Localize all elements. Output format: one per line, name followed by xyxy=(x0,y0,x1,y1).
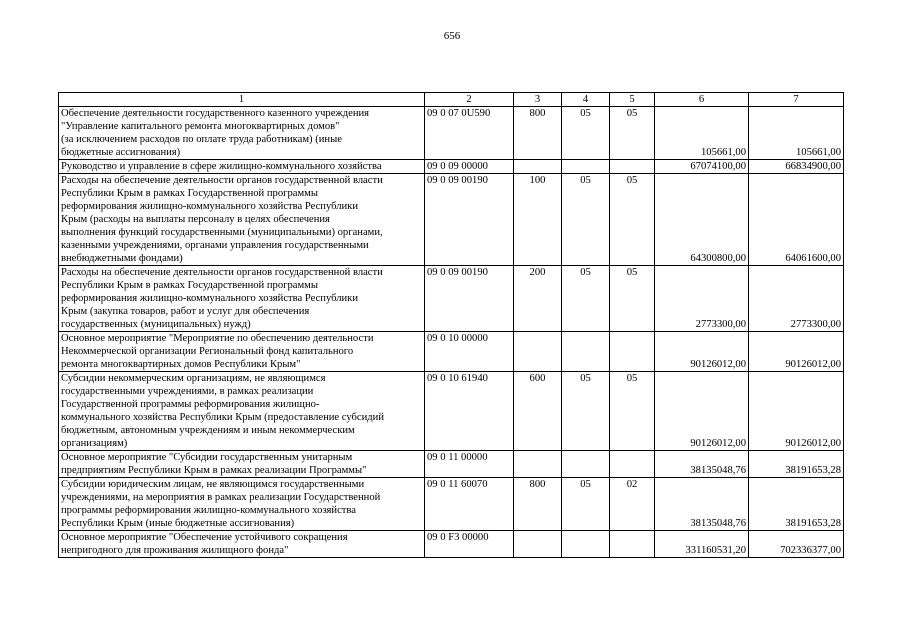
amount-year2-cell: 90126012,00 xyxy=(749,372,844,451)
expenditure-name-cell: Субсидии некоммерческим организациям, не являющимся государственными учреждениями, в рамках реализации Государственной программы реформирования жилищно- коммунального хозяйства Республики Крым (предоставление субсидий бюджетным, автономным учреждениям и иным некоммерческим организациям) xyxy=(59,372,425,451)
amount-year2-cell: 38191653,28 xyxy=(749,451,844,478)
expenditure-name-cell: Субсидии юридическим лицам, не являющимся государственными учреждениями, на мероприятия в рамках реализации Государственной программы реформирования жилищно-коммунального хозяйства Республики Крым (иные бюджетные ассигнования) xyxy=(59,478,425,531)
expense-type-cell: 800 xyxy=(514,107,562,160)
header-cell: 6 xyxy=(655,93,749,107)
amount-year1-cell: 331160531,20 xyxy=(655,531,749,558)
target-article-code-cell: 09 0 11 00000 xyxy=(425,451,514,478)
subsection-cell: 05 xyxy=(610,266,655,332)
amount-year1-cell: 38135048,76 xyxy=(655,451,749,478)
table-row xyxy=(59,372,844,451)
table-row xyxy=(59,160,844,174)
target-article-code-cell: 09 0 09 00190 xyxy=(425,174,514,266)
expense-type-cell: 600 xyxy=(514,372,562,451)
header-cell: 3 xyxy=(514,93,562,107)
section-cell xyxy=(562,451,610,478)
header-cell: 2 xyxy=(425,93,514,107)
expenditure-name-cell: Руководство и управление в сфере жилищно-коммунального хозяйства xyxy=(59,160,425,174)
section-cell xyxy=(562,160,610,174)
table-row xyxy=(59,107,844,160)
page-number: 656 xyxy=(443,30,461,42)
amount-year1-cell: 67074100,00 xyxy=(655,160,749,174)
expense-type-cell xyxy=(514,160,562,174)
section-cell: 05 xyxy=(562,478,610,531)
amount-year2-cell: 105661,00 xyxy=(749,107,844,160)
expenditure-name-cell: Расходы на обеспечение деятельности органов государственной власти Республики Крым в рамках Государственной программы реформирования жилищно-коммунального хозяйства Республики Крым (расходы на выплаты персоналу в целях обеспечения выполнения функций государственными (муниципальными) органами, казенными учреждениями, органами управления государственными внебюджетными фондами) xyxy=(59,174,425,266)
amount-year1-cell: 90126012,00 xyxy=(655,332,749,372)
header-cell: 5 xyxy=(610,93,655,107)
subsection-cell xyxy=(610,451,655,478)
header-cell: 1 xyxy=(59,93,425,107)
target-article-code-cell: 09 0 10 00000 xyxy=(425,332,514,372)
amount-year2-cell: 90126012,00 xyxy=(749,332,844,372)
header-row xyxy=(59,93,844,107)
target-article-code-cell: 09 0 10 61940 xyxy=(425,372,514,451)
table-row xyxy=(59,531,844,558)
amount-year1-cell: 105661,00 xyxy=(655,107,749,160)
subsection-cell xyxy=(610,531,655,558)
subsection-cell: 02 xyxy=(610,478,655,531)
section-cell: 05 xyxy=(562,107,610,160)
subsection-cell: 05 xyxy=(610,372,655,451)
expenditure-name-cell: Основное мероприятие "Обеспечение устойчивого сокращения непригодного для проживания жилищного фонда" xyxy=(59,531,425,558)
table-row xyxy=(59,478,844,531)
table-row xyxy=(59,332,844,372)
table-row xyxy=(59,174,844,266)
section-cell: 05 xyxy=(562,174,610,266)
header-cell: 4 xyxy=(562,93,610,107)
amount-year2-cell: 66834900,00 xyxy=(749,160,844,174)
amount-year1-cell: 90126012,00 xyxy=(655,372,749,451)
target-article-code-cell: 09 0 07 0U590 xyxy=(425,107,514,160)
subsection-cell: 05 xyxy=(610,107,655,160)
amount-year1-cell: 38135048,76 xyxy=(655,478,749,531)
section-cell: 05 xyxy=(562,266,610,332)
expense-type-cell: 200 xyxy=(514,266,562,332)
subsection-cell xyxy=(610,332,655,372)
target-article-code-cell: 09 0 F3 00000 xyxy=(425,531,514,558)
amount-year1-cell: 64300800,00 xyxy=(655,174,749,266)
section-cell xyxy=(562,531,610,558)
expenditure-name-cell: Основное мероприятие "Мероприятие по обеспечению деятельности Некоммерческой организации Региональный фонд капитального ремонта многоквартирных домов Республики Крым" xyxy=(59,332,425,372)
amount-year2-cell: 2773300,00 xyxy=(749,266,844,332)
expenditure-name-cell: Основное мероприятие "Субсидии государственным унитарным предприятиям Республики Крым в рамках реализации Программы" xyxy=(59,451,425,478)
amount-year2-cell: 702336377,00 xyxy=(749,531,844,558)
amount-year1-cell: 2773300,00 xyxy=(655,266,749,332)
expense-type-cell: 100 xyxy=(514,174,562,266)
budget-table xyxy=(58,92,844,558)
section-cell xyxy=(562,332,610,372)
expense-type-cell xyxy=(514,531,562,558)
target-article-code-cell: 09 0 09 00190 xyxy=(425,266,514,332)
expense-type-cell xyxy=(514,451,562,478)
expense-type-cell: 800 xyxy=(514,478,562,531)
subsection-cell: 05 xyxy=(610,174,655,266)
amount-year2-cell: 64061600,00 xyxy=(749,174,844,266)
expense-type-cell xyxy=(514,332,562,372)
expenditure-name-cell: Расходы на обеспечение деятельности органов государственной власти Республики Крым в рамках Государственной программы реформирования жилищно-коммунального хозяйства Республики Крым (закупка товаров, работ и услуг для обеспечения государственных (муниципальных) нужд) xyxy=(59,266,425,332)
amount-year2-cell: 38191653,28 xyxy=(749,478,844,531)
target-article-code-cell: 09 0 09 00000 xyxy=(425,160,514,174)
table-row xyxy=(59,266,844,332)
subsection-cell xyxy=(610,160,655,174)
target-article-code-cell: 09 0 11 60070 xyxy=(425,478,514,531)
header-cell: 7 xyxy=(749,93,844,107)
expenditure-name-cell: Обеспечение деятельности государственного казенного учреждения "Управление капитального ремонта многоквартирных домов" (за исключением расходов по оплате труда работникам) (иные бюджетные ассигнования) xyxy=(59,107,425,160)
section-cell: 05 xyxy=(562,372,610,451)
table-row xyxy=(59,451,844,478)
